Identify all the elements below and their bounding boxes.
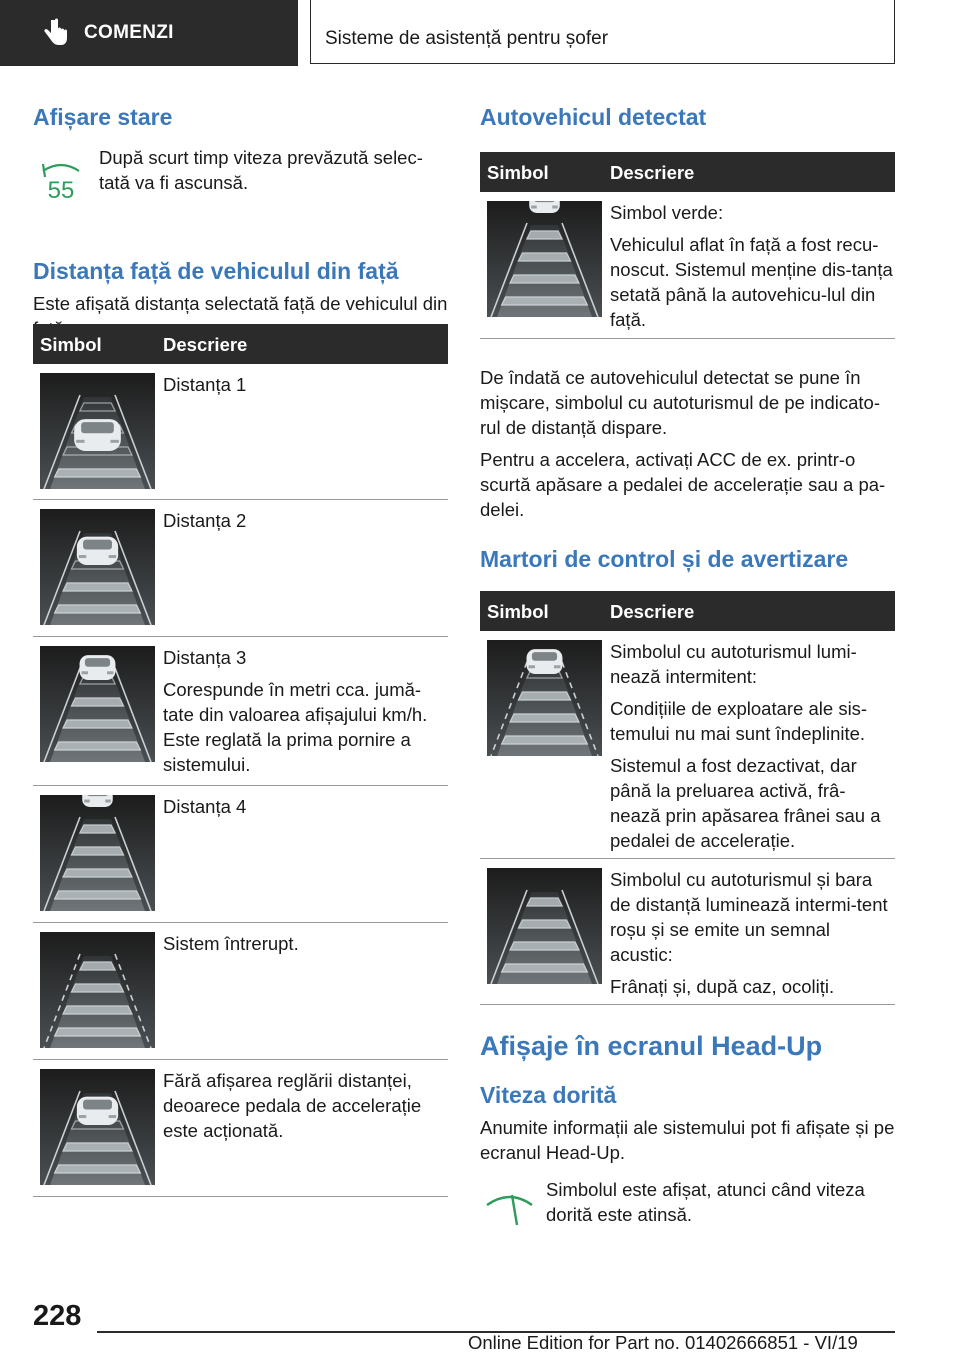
table-row (33, 786, 448, 923)
table-row (33, 1060, 448, 1197)
row-description: Distanța 1 (163, 374, 247, 395)
section-header (310, 0, 895, 64)
distance-display-image (40, 373, 155, 494)
afisare-stare-heading: Afișare stare (33, 104, 173, 130)
row-description: Distanța 3 Corespunde în metri cca. jumă-tate din valoarea afișajului km/h. Este reglată la prima pornire a sistemului. (163, 647, 428, 775)
row-description: Simbol verde: Vehiculul aflat în față a fost recu-noscut. Sistemul menține dis-tanța setată până la autovehicu-lul din față. (610, 202, 893, 330)
row-description: Distanța 4 (163, 796, 247, 817)
svg-text:55: 55 (47, 177, 75, 203)
table-header (480, 591, 895, 631)
section-title: Sisteme de asistență pentru șofer (325, 28, 609, 49)
distance-display-image (40, 646, 155, 767)
viteza-icon-block (480, 1177, 895, 1247)
hud-heading: Afișaje în ecranul Head-Up (480, 1031, 823, 1061)
table-row (33, 923, 448, 1060)
table-header (480, 152, 895, 192)
martori-table (480, 591, 895, 1005)
distanta-heading: Distanța față de vehiculul din față (33, 258, 399, 284)
afisare-stare-text: După scurt timp viteza prevăzută selec-tată va fi ascunsă. (99, 147, 423, 193)
row-description: Sistem întrerupt. (163, 933, 299, 954)
col-descriere: Descriere (610, 601, 695, 622)
hand-pointer-icon (42, 18, 68, 48)
table-row (480, 859, 895, 1005)
row-description: Simbolul cu autoturismul și bara de distanță luminează intermi-tent roșu și se emite un semnal acustic: Frânați și, după caz, ocoliți. (610, 869, 888, 997)
distance-display-image (40, 509, 155, 630)
right-column (480, 104, 895, 573)
chapter-tab (0, 0, 298, 66)
table-row (33, 500, 448, 637)
viteza-icon-text: Simbolul este afișat, atunci când viteza dorită este atinsă. (546, 1179, 865, 1225)
distance-table (33, 324, 448, 1197)
distance-display-image (40, 795, 155, 916)
distance-display-image (40, 932, 155, 1053)
row-description: Fără afișarea reglării distanței, deoarece pedala de accelerație este acționată. (163, 1070, 422, 1141)
col-simbol: Simbol (487, 162, 549, 183)
table-row (480, 192, 895, 339)
chapter-title: COMENZI (84, 22, 174, 43)
left-column (33, 104, 448, 341)
edition-note: Online Edition for Part no. 01402666851 - VI/19 (468, 1332, 858, 1353)
table-header (33, 324, 448, 364)
row-description: Simbolul cu autoturismul lumi-nează intermitent: Condițiile de exploatare ale sis-temului nu mai sunt îndeplinite. Sistemul a fost dezactivat, dar până la preluarea activă, frâ-nează prin apăsarea frânei sau a pedalei de accelerație. (610, 641, 881, 851)
autovehicul-heading: Autovehicul detectat (480, 104, 707, 130)
table-row (480, 631, 895, 859)
col-simbol: Simbol (487, 601, 549, 622)
viteza-heading: Viteza dorită (480, 1082, 617, 1108)
paragraph: Pentru a accelera, activați ACC de ex. printr-o scurtă apăsare a pedalei de accelerație sau a pa-delei. (480, 449, 886, 520)
viteza-text: Anumite informații ale sistemului pot fi afișate și pe ecranul Head-Up. (480, 1117, 895, 1163)
distance-display-image (40, 1069, 155, 1190)
distanta-text: Este afișată distanța selectată față de vehiculul din (33, 293, 448, 314)
distance-display-image (487, 201, 602, 322)
hud-section (480, 1031, 895, 1247)
martori-heading: Martori de control și de avertizare (480, 546, 849, 572)
col-descriere: Descriere (610, 162, 695, 183)
page-number: 228 (33, 1300, 82, 1332)
table-row (33, 364, 448, 500)
speed-setpoint-icon (40, 157, 82, 203)
speed-reached-icon (484, 1185, 536, 1238)
afisare-stare-block (33, 145, 448, 240)
col-simbol: Simbol (40, 334, 102, 355)
distance-display-image (487, 868, 602, 989)
table-row (33, 637, 448, 786)
col-descriere: Descriere (163, 334, 248, 355)
distance-display-image (487, 640, 602, 761)
paragraph: De îndată ce autovehiculul detectat se pune în mișcare, simbolul cu autoturismul de pe indicato-rul de distanță dispare. (480, 367, 880, 438)
row-description: Distanța 2 (163, 510, 247, 531)
